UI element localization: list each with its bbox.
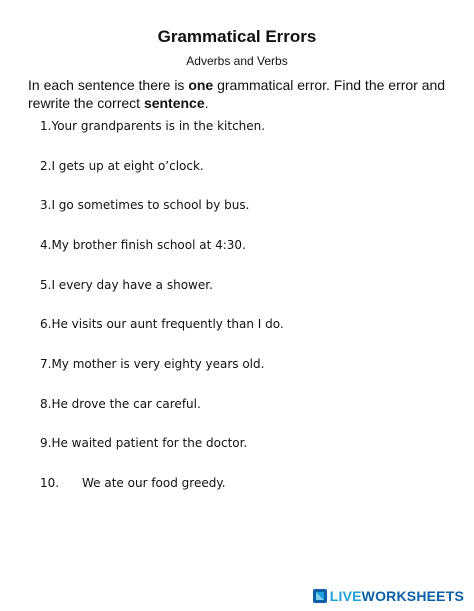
- brand-name: [330, 588, 464, 604]
- sentence-number: 2.: [40, 159, 52, 173]
- sentence-text: I every day have a shower.: [51, 278, 213, 292]
- sentence-item-7: [40, 357, 460, 371]
- sentence-text: I go sometimes to school by bus.: [51, 198, 250, 212]
- instructions-text-1: In each sentence there is: [28, 77, 189, 93]
- sentence-item-3: [40, 198, 460, 212]
- sentence-text: My brother finish school at 4:30.: [51, 238, 246, 252]
- sentence-item-1: [40, 119, 460, 133]
- worksheet-title: Grammatical Errors: [157, 27, 317, 46]
- sentence-number: 1.: [40, 119, 52, 133]
- sentence-text: I gets up at eight o’clock.: [51, 159, 204, 173]
- sentence-text: He drove the car careful.: [51, 397, 201, 411]
- sentence-number: 8.: [40, 397, 52, 411]
- liveworksheets-footer: [313, 587, 464, 605]
- sentence-item-6: [40, 317, 460, 331]
- sentence-number: 7.: [40, 357, 52, 371]
- instructions-text-3: .: [204, 95, 209, 111]
- worksheet-subtitle: Adverbs and Verbs: [186, 54, 288, 68]
- sentence-text: My mother is very eighty years old.: [51, 357, 265, 371]
- sentence-item-2: [40, 159, 460, 173]
- sentence-item-10: [40, 476, 460, 490]
- sentence-text: He waited patient for the doctor.: [51, 436, 248, 450]
- instructions-bold-1: one: [188, 77, 214, 93]
- sentence-number: 5.: [40, 278, 52, 292]
- sentence-number: 4.: [40, 238, 52, 252]
- sentence-text: We ate our food greedy.: [82, 476, 226, 490]
- sentence-item-4: [40, 238, 460, 252]
- instructions-text-2: grammatical error. Find the error and rewrite the correct: [28, 77, 446, 111]
- sentence-number: 9.: [40, 436, 52, 450]
- sentence-number: 3.: [40, 198, 52, 212]
- sentence-text: Your grandparents is in the kitchen.: [51, 119, 266, 133]
- sentence-item-5: [40, 278, 460, 292]
- sentence-item-9: [40, 436, 460, 450]
- sentence-item-8: [40, 397, 460, 411]
- sentence-text: He visits our aunt frequently than I do.: [51, 317, 284, 331]
- sentence-number: 10.: [40, 476, 60, 490]
- sentence-number: 6.: [40, 317, 52, 331]
- brand-prefix: LIVE: [329, 588, 362, 604]
- instructions-bold-2: sentence: [143, 95, 205, 111]
- brand-suffix: WORKSHEETS: [361, 588, 464, 604]
- instructions: [28, 76, 458, 112]
- liveworksheets-logo-icon: [313, 589, 327, 603]
